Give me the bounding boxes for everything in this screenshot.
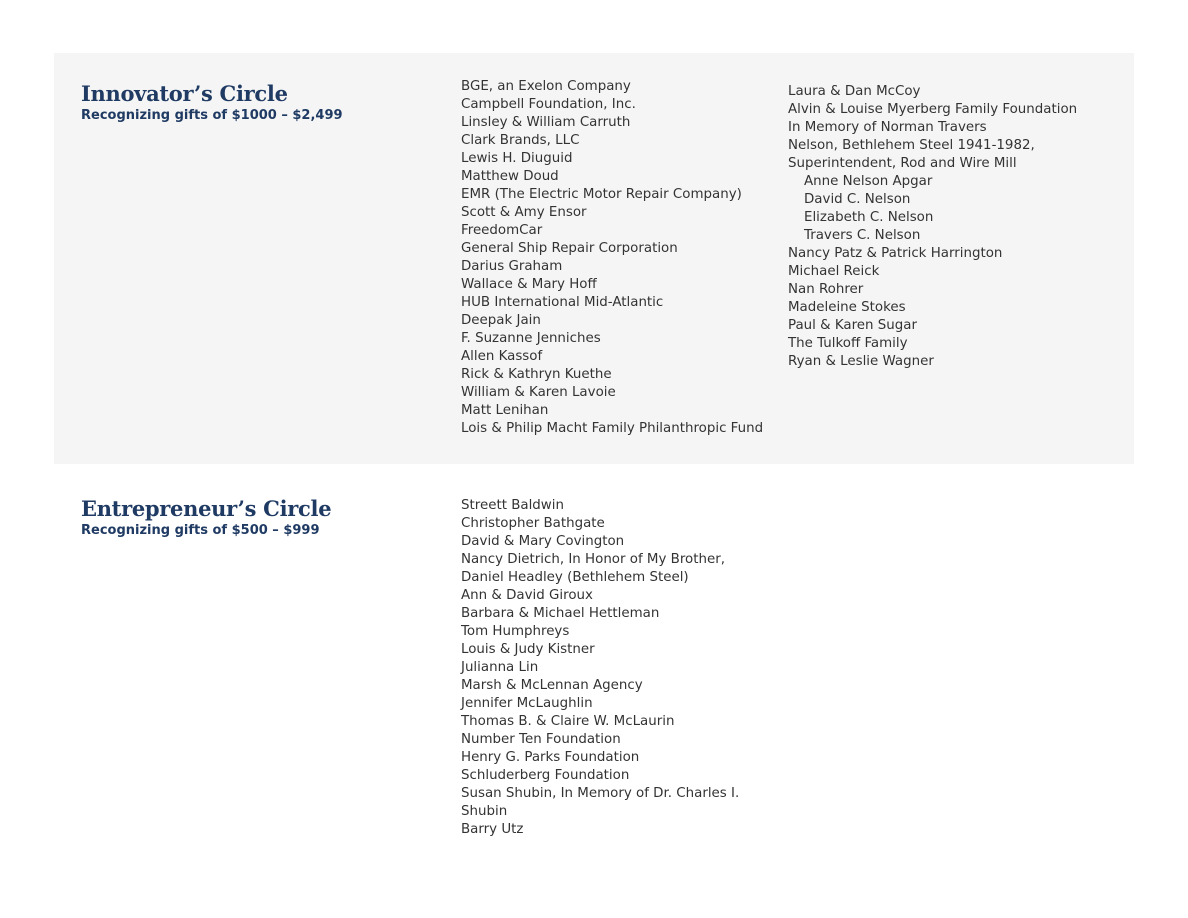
donor-name: Scott & Amy Ensor [461,205,587,220]
donor-name: Deepak Jain [461,313,541,328]
donor-name-sub: Anne Nelson Apgar [804,174,933,189]
donor-name: Louis & Judy Kistner [461,642,595,657]
donor-name: Nan Rohrer [788,282,864,297]
donor-name: Barbara & Michael Hettleman [461,606,660,621]
donor-name: Madeleine Stokes [788,300,906,315]
entrepreneurs-circle-heading [81,496,331,540]
innovators-circle-title: Innovator’s Circle [81,81,288,106]
donor-name: BGE, an Exelon Company [461,79,631,94]
donor-name-sub: Elizabeth C. Nelson [804,210,934,225]
donor-name: Tom Humphreys [461,624,570,639]
donor-name: Campbell Foundation, Inc. [461,97,636,112]
donor-name: Henry G. Parks Foundation [461,750,640,765]
donor-name: The Tulkoff Family [788,336,908,351]
donor-name: Matthew Doud [461,169,559,184]
innovators-donor-list-column-1 [461,78,763,438]
donor-name: Rick & Kathryn Kuethe [461,367,612,382]
donor-name: Shubin [461,804,508,819]
donor-name: Darius Graham [461,259,563,274]
entrepreneurs-circle-subtitle: Recognizing gifts of $500 – $999 [81,523,320,538]
innovators-circle-subtitle: Recognizing gifts of $1000 – $2,499 [81,108,343,123]
donor-name: William & Karen Lavoie [461,385,616,400]
donor-name-sub: David C. Nelson [804,192,911,207]
donor-name: Lewis H. Diuguid [461,151,573,166]
innovators-donor-list-column-2 [788,83,1077,371]
donor-name: Streett Baldwin [461,498,564,513]
donor-name: EMR (The Electric Motor Repair Company) [461,187,742,202]
donor-name: Nelson, Bethlehem Steel 1941-1982, [788,138,1035,153]
entrepreneurs-circle-title: Entrepreneur’s Circle [81,496,332,521]
donor-name: Ryan & Leslie Wagner [788,354,934,369]
entrepreneurs-donor-list [461,497,739,839]
donor-name: Ann & David Giroux [461,588,593,603]
donor-name: Linsley & William Carruth [461,115,631,130]
donor-name-sub: Travers C. Nelson [804,228,921,243]
donor-name: Laura & Dan McCoy [788,84,921,99]
donor-name: Thomas B. & Claire W. McLaurin [461,714,675,729]
donor-name: Nancy Patz & Patrick Harrington [788,246,1003,261]
donor-name: Alvin & Louise Myerberg Family Foundation [788,102,1078,117]
donor-name: Schluderberg Foundation [461,768,630,783]
donor-name: HUB International Mid-Atlantic [461,295,664,310]
donor-name: In Memory of Norman Travers [788,120,987,135]
donor-name: Barry Utz [461,822,524,837]
donor-name: Allen Kassof [461,349,543,364]
innovators-circle-section [54,53,1134,464]
donor-name: David & Mary Covington [461,534,625,549]
donor-name: Susan Shubin, In Memory of Dr. Charles I. [461,786,740,801]
donor-name: Marsh & McLennan Agency [461,678,643,693]
donor-name: Michael Reick [788,264,880,279]
donor-name: Superintendent, Rod and Wire Mill [788,156,1017,171]
donor-name: F. Suzanne Jenniches [461,331,601,346]
donor-name: Daniel Headley (Bethlehem Steel) [461,570,689,585]
donor-name: Clark Brands, LLC [461,133,580,148]
donor-name: General Ship Repair Corporation [461,241,678,256]
entrepreneurs-circle-section [54,482,1134,882]
donor-name: Number Ten Foundation [461,732,621,747]
donor-name: Julianna Lin [461,660,539,675]
donor-name: Nancy Dietrich, In Honor of My Brother, [461,552,725,567]
donor-name: Wallace & Mary Hoff [461,277,597,292]
innovators-circle-heading [81,81,343,125]
donor-name: FreedomCar [461,223,543,238]
donor-name: Lois & Philip Macht Family Philanthropic Fund [461,421,764,436]
donor-name: Matt Lenihan [461,403,549,418]
donor-name: Jennifer McLaughlin [461,696,593,711]
donor-name: Paul & Karen Sugar [788,318,917,333]
donor-name: Christopher Bathgate [461,516,605,531]
